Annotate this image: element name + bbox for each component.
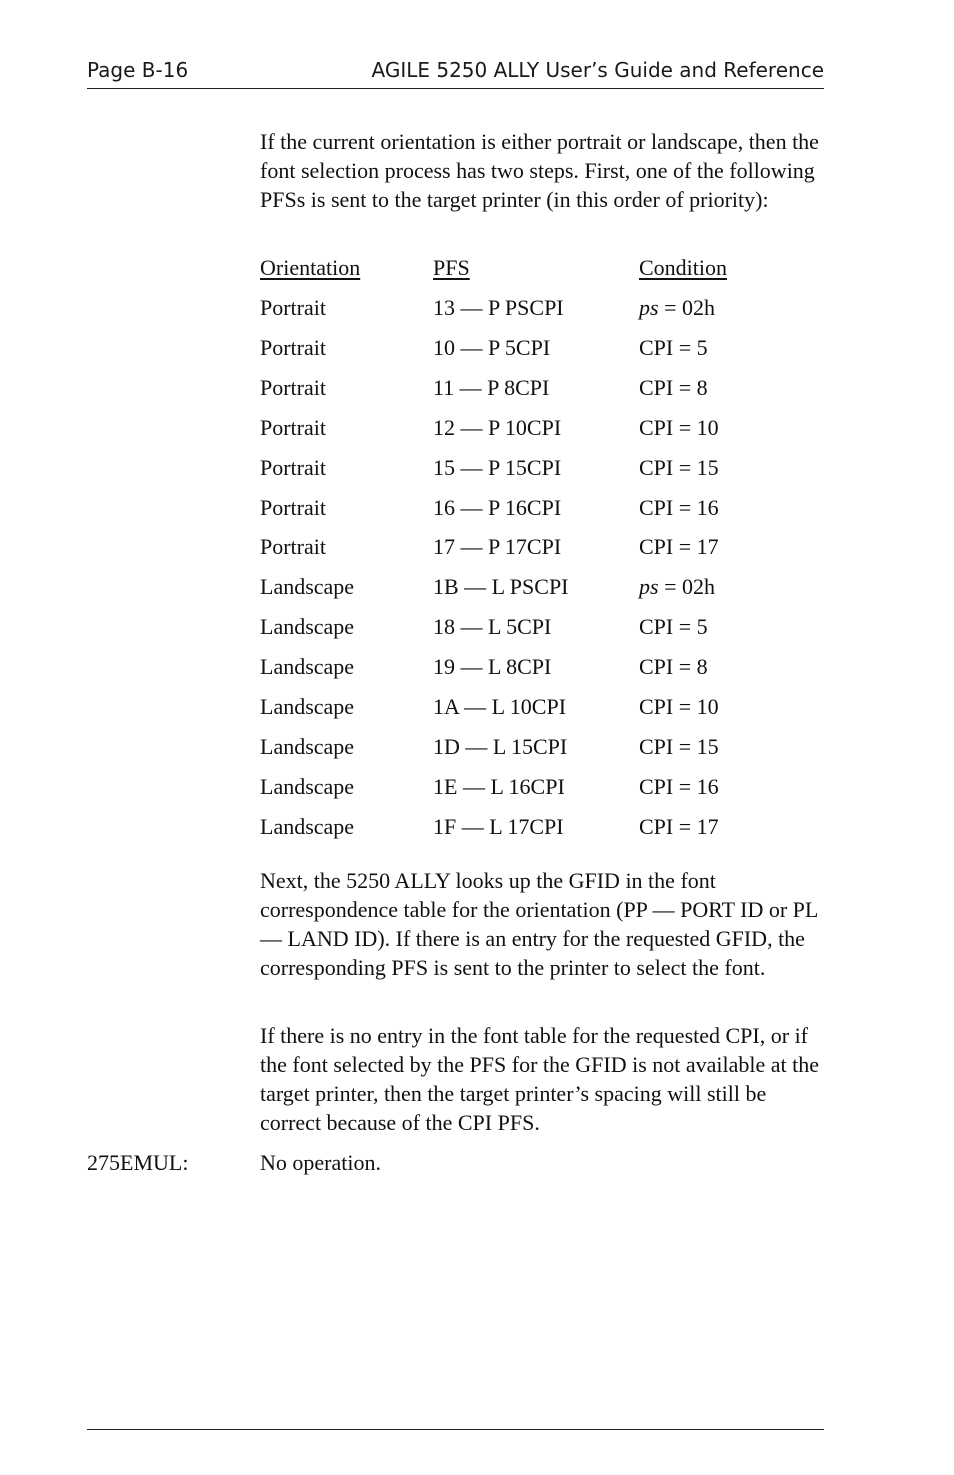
condition-value: CPI = 8 — [639, 374, 708, 400]
condition-value: CPI = 17 — [639, 534, 719, 560]
row-orientation: Landscape — [260, 733, 355, 759]
table-row — [260, 732, 830, 762]
row-pfs: 18 — L 5CPI — [433, 614, 552, 640]
table-row — [260, 772, 830, 802]
row-condition — [639, 493, 719, 523]
footer-rule — [87, 1429, 824, 1430]
row-orientation: Portrait — [260, 374, 326, 400]
condition-value: CPI = 15 — [639, 733, 719, 759]
document-title: AGILE 5250 ALLY User’s Guide and Reference — [371, 58, 824, 82]
header-orientation: Orientation — [260, 255, 361, 280]
row-condition — [639, 333, 708, 363]
row-orientation: Landscape — [260, 614, 355, 640]
row-pfs: 12 — P 10CPI — [433, 414, 562, 440]
row-pfs: 1B — L PSCPI — [433, 574, 569, 600]
table-row — [260, 373, 830, 403]
page-header — [87, 56, 824, 89]
condition-value: CPI = 10 — [639, 414, 719, 440]
row-orientation: Landscape — [260, 813, 355, 839]
table-row — [260, 293, 830, 323]
row-orientation: Portrait — [260, 534, 326, 560]
condition-value: CPI = 10 — [639, 694, 719, 719]
row-pfs: 1E — L 16CPI — [433, 773, 565, 799]
condition-value: = 02h — [658, 295, 715, 320]
pfs-table-header — [260, 253, 830, 283]
row-orientation: Portrait — [260, 414, 326, 440]
page-number: Page B-16 — [87, 58, 189, 82]
table-row — [260, 493, 830, 523]
row-pfs: 1A — L 10CPI — [433, 694, 567, 719]
table-row — [260, 572, 830, 602]
table-row — [260, 453, 830, 483]
row-pfs: 11 — P 8CPI — [433, 374, 550, 400]
row-orientation: Landscape — [260, 654, 355, 680]
table-row — [260, 692, 830, 722]
intro-paragraph — [260, 127, 830, 214]
row-orientation: Landscape — [260, 773, 355, 799]
emul-term: 275EMUL: — [87, 1150, 189, 1175]
header-pfs: PFS — [433, 255, 470, 280]
emul-definition: No operation. — [260, 1150, 381, 1175]
row-condition — [639, 812, 719, 842]
row-condition — [639, 373, 708, 403]
row-pfs: 13 — P PSCPI — [433, 295, 564, 320]
condition-value: CPI = 16 — [639, 773, 719, 799]
intro-paragraph-text: If the current orientation is either portrait or landscape, then the font selection process has two steps. First, one of the following PFSs is sent to the target printer (in this order of priority): — [260, 129, 819, 212]
table-row — [260, 612, 830, 642]
row-condition — [639, 692, 719, 722]
row-condition — [639, 532, 719, 562]
table-row — [260, 532, 830, 562]
condition-value: = 02h — [658, 574, 715, 600]
row-pfs: 15 — P 15CPI — [433, 454, 562, 480]
row-orientation: Landscape — [260, 694, 355, 719]
row-pfs: 10 — P 5CPI — [433, 334, 551, 360]
row-orientation: Portrait — [260, 494, 326, 520]
row-pfs: 1D — L 15CPI — [433, 733, 568, 759]
row-condition — [639, 732, 719, 762]
next-paragraph-text: Next, the 5250 ALLY looks up the GFID in the font correspondence table for the orientation (PP — PORT ID or PL — LAND ID). If there is an entry for the requested GFID, the corresponding PFS is sent to the printer to select the font. — [260, 868, 818, 980]
no-entry-paragraph-text: If there is no entry in the font table for the requested CPI, or if the font selected by the PFS for the GFID is not available at the target printer, then the target printer’s spacing will still be correct because of the CPI PFS. — [260, 1023, 820, 1135]
row-condition — [639, 453, 719, 483]
table-row — [260, 652, 830, 682]
condition-value: CPI = 17 — [639, 813, 719, 839]
condition-value: CPI = 5 — [639, 334, 708, 360]
row-condition — [639, 652, 708, 682]
no-entry-paragraph — [260, 1021, 830, 1137]
row-orientation: Portrait — [260, 334, 326, 360]
row-condition — [639, 572, 715, 602]
row-orientation: Landscape — [260, 574, 355, 600]
condition-value: CPI = 5 — [639, 614, 708, 640]
row-pfs: 1F — L 17CPI — [433, 813, 564, 839]
row-orientation: Portrait — [260, 295, 326, 320]
table-row — [260, 333, 830, 363]
condition-value: CPI = 8 — [639, 654, 708, 680]
table-row — [260, 812, 830, 842]
row-orientation: Portrait — [260, 454, 326, 480]
table-row — [260, 413, 830, 443]
condition-value: CPI = 16 — [639, 494, 719, 520]
row-pfs: 19 — L 8CPI — [433, 654, 552, 680]
row-condition — [639, 612, 708, 642]
row-condition — [639, 413, 719, 443]
row-condition — [639, 772, 719, 802]
condition-variable: ps — [639, 574, 659, 600]
condition-variable: ps — [639, 295, 659, 320]
row-pfs: 16 — P 16CPI — [433, 494, 562, 520]
next-paragraph — [260, 866, 830, 982]
row-pfs: 17 — P 17CPI — [433, 534, 562, 560]
header-condition: Condition — [639, 255, 728, 280]
row-condition — [639, 293, 715, 323]
condition-value: CPI = 15 — [639, 454, 719, 480]
